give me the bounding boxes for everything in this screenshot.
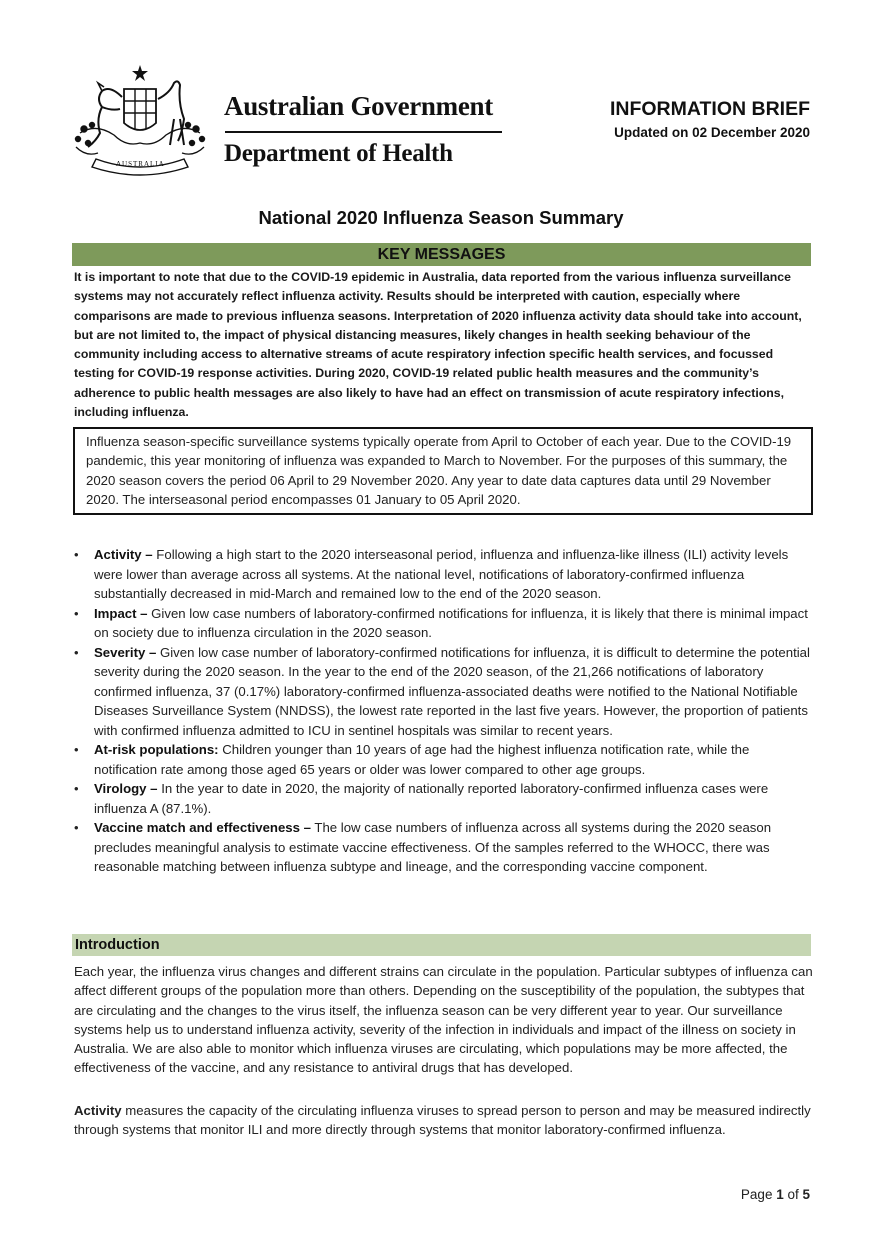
- bullet-icon: •: [74, 605, 79, 621]
- bullet-icon: •: [74, 781, 79, 796]
- season-definition-box: Influenza season-specific surveillance systems typically operate from April to October of each year. Due to the COVID-19 pandemic, this year monitoring of influenza was expanded to March to November. For the purposes of this summary, the 2020 season covers the period 06 April to 29 November 2020. Any year to date data captures data until 29 November 2020. The interseasonal period encompasses 01 January to 05 April 2020.: [73, 427, 813, 515]
- list-item: [74, 643, 814, 741]
- bullet-text: Given low case number of laboratory-confirmed notifications for influenza, it is difficult to determine the potential severity during the 2020 season. In the year to the end of the 2020 season, of the 21,266 notifications of laboratory confirmed influenza, 37 (0.17%) laboratory-confirmed influenza-associated deaths were notified to the National Notifiable Diseases Surveillance System (NNDSS), the lowest rate reported in the last five years. However, the proportion of patients with confirmed influenza admitted to ICU in sentinel hospitals was similar to recent years.: [94, 644, 810, 738]
- list-item: [74, 740, 814, 779]
- page-number: [741, 1187, 810, 1202]
- activity-text: measures the capacity of the circulating influenza viruses to spread person to person and may be measured indirectly through systems that monitor ILI and more directly through systems that monitor laboratory-confirmed influenza.: [74, 1103, 811, 1138]
- bullet-text: In the year to date in 2020, the majority of nationally reported laboratory-confirmed influenza cases were influenza A (87.1%).: [94, 781, 769, 816]
- bullet-text: Following a high start to the 2020 interseasonal period, influenza and influenza-like illness (ILI) activity levels were lower than average across all systems. At the national level, notifications of laboratory-confirmed influenza substantially decreased in mid-March and remained low to the end of the 2020 season.: [94, 547, 789, 601]
- page-total: 5: [802, 1187, 810, 1202]
- bullet-term: At-risk populations:: [94, 742, 219, 757]
- bullet-icon: •: [74, 742, 79, 757]
- crest-ribbon-text: AUSTRALIA: [116, 160, 165, 168]
- bullet-term: Activity –: [94, 547, 153, 562]
- list-item: [74, 604, 814, 643]
- list-item: [74, 818, 814, 877]
- page-current: 1: [776, 1187, 784, 1202]
- updated-date: Updated on 02 December 2020: [614, 125, 810, 140]
- header-divider: [225, 131, 502, 133]
- bullet-text: Given low case numbers of laboratory-confirmed notifications for influenza, it is likely that there is minimal impact on society due to influenza circulation in the 2020 season.: [94, 605, 808, 640]
- brief-title: INFORMATION BRIEF: [609, 98, 810, 120]
- bullet-term: Virology –: [94, 781, 158, 796]
- bullet-text: The low case numbers of influenza across all systems during the 2020 season precludes meaningful analysis to estimate vaccine effectiveness. Of the samples referred to the WHOCC, there was reasonable matching between influenza subtype and lineage, and the corresponding vaccine component.: [94, 820, 772, 874]
- bullet-term: Severity –: [94, 644, 157, 660]
- bullet-icon: •: [74, 644, 79, 660]
- page-of: of: [783, 1187, 803, 1202]
- page-word: Page: [740, 1187, 777, 1202]
- introduction-heading: Introduction: [72, 934, 811, 956]
- activity-paragraph: [74, 1101, 814, 1140]
- list-item: [74, 779, 814, 818]
- introduction-paragraph: Each year, the influenza virus changes and different strains can circulate in the population. Particular subtypes of influenza can affect different groups of the population more than others. Depending on the susceptibility of the population, the subtypes that are circulating and the changes to the virus itself, the influenza season can be very different year to year. Our surveillance systems help us to understand influenza activity, severity of the infection in individuals and impact of the illness on society in Australia. We are also able to monitor which influenza viruses are circulating, which populations may be more affected, the effectiveness of the vaccine, and any resistance to antiviral drugs that has developed.: [74, 964, 813, 1076]
- bullet-term: Impact –: [94, 605, 148, 621]
- document-title: National 2020 Influenza Season Summary: [258, 207, 624, 228]
- key-messages-list: [74, 545, 814, 877]
- list-item: [74, 545, 814, 604]
- government-name: Australian Government: [224, 91, 493, 121]
- key-messages-caveat: It is important to note that due to the COVID-19 epidemic in Australia, data reported from the various influenza surveillance systems may not accurately reflect influenza activity. Results should be interpreted with caution, especially where comparisons are made to previous influenza seasons. Interpretation of 2020 influenza activity data should take into account, but are not limited to, the impact of physical distancing measures, likely changes in health seeking behaviour of the community including access to alternative streams of acute respiratory infection specific health services, and focussed testing for COVID-19 response activities. During 2020, COVID-19 related public health measures and the community’s adherence to public health messages are also likely to have had an effect on transmission of acute respiratory infections, including influenza.: [74, 270, 802, 420]
- bullet-icon: •: [74, 820, 79, 835]
- activity-term: Activity: [74, 1103, 122, 1118]
- bullet-term: Vaccine match and effectiveness –: [94, 820, 311, 835]
- department-name: Department of Health: [224, 140, 453, 167]
- bullet-text: Children younger than 10 years of age had the highest influenza notification rate, while the notification rate among those aged 65 years or older was lower compared to other age groups.: [94, 742, 750, 777]
- bullet-icon: •: [74, 547, 79, 562]
- key-messages-heading: KEY MESSAGES: [72, 243, 811, 266]
